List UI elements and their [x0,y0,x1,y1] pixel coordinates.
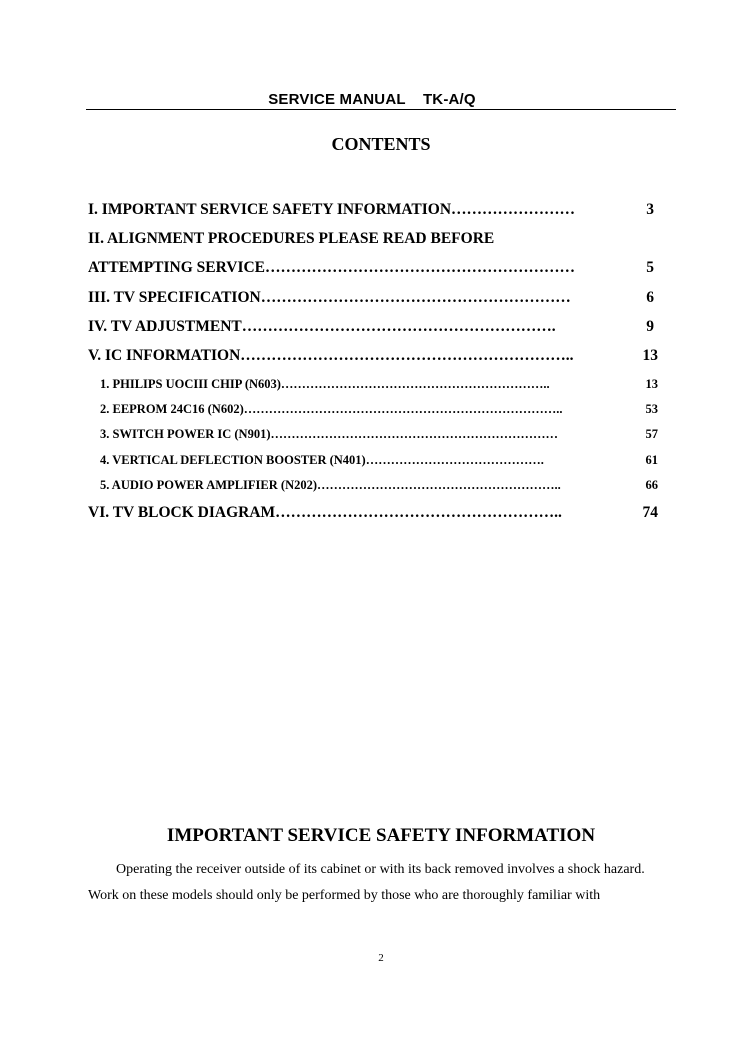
toc-entry-page: 9 [646,318,654,335]
toc-entry-page: 74 [642,504,658,521]
page-number: 2 [378,952,384,964]
toc-entry-page: 13 [642,347,658,364]
toc-entry-title: 3. SWITCH POWER IC (N901)…………………………………………………………… [100,427,558,441]
body-text-line: Work on these models should only be performed by those who are thoroughly familiar with [88,888,601,903]
toc-entry-title: 5. AUDIO POWER AMPLIFIER (N202)………………………………………………….. [100,478,561,492]
toc-entry-page: 5 [646,259,654,276]
toc-entry-title: 1. PHILIPS UOCIII CHIP (N603)……………………………………………………….. [100,377,550,391]
toc-entry-page: 66 [645,478,658,492]
table-of-contents [88,0,658,540]
toc-entry-page: 61 [645,453,658,467]
toc-entry-page: 6 [646,289,654,306]
contents-heading: CONTENTS [331,134,431,154]
toc-entry-page: 13 [645,377,658,391]
toc-entry-title: I. IMPORTANT SERVICE SAFETY INFORMATION…………………… [88,201,576,218]
toc-entry-title: IV. TV ADJUSTMENT……………………………………………………. [88,318,556,335]
toc-entry-title: II. ALIGNMENT PROCEDURES PLEASE READ BEFORE [88,230,495,247]
page-header-title: SERVICE MANUAL TK-A/Q [268,91,476,108]
toc-entry-title: III. TV SPECIFICATION…………………………………………………… [88,289,571,306]
toc-entry-title: 4. VERTICAL DEFLECTION BOOSTER (N401)……………………………………. [100,453,544,467]
toc-entry-title: ATTEMPTING SERVICE…………………………………………………… [88,259,576,276]
section-heading: IMPORTANT SERVICE SAFETY INFORMATION [166,825,596,846]
toc-entry-title: VI. TV BLOCK DIAGRAM……………………………………………….. [88,504,562,521]
toc-entry-page: 3 [646,201,654,218]
toc-entry-page: 53 [645,402,658,416]
body-text-line: Operating the receiver outside of its cabinet or with its back removed involves a shock hazard. [116,862,645,877]
toc-entry-title: 2. EEPROM 24C16 (N602)………………………………………………………………….. [100,402,563,416]
toc-entry-title: V. IC INFORMATION……………………………………………………….. [88,347,574,364]
toc-entry-page: 57 [645,427,658,441]
